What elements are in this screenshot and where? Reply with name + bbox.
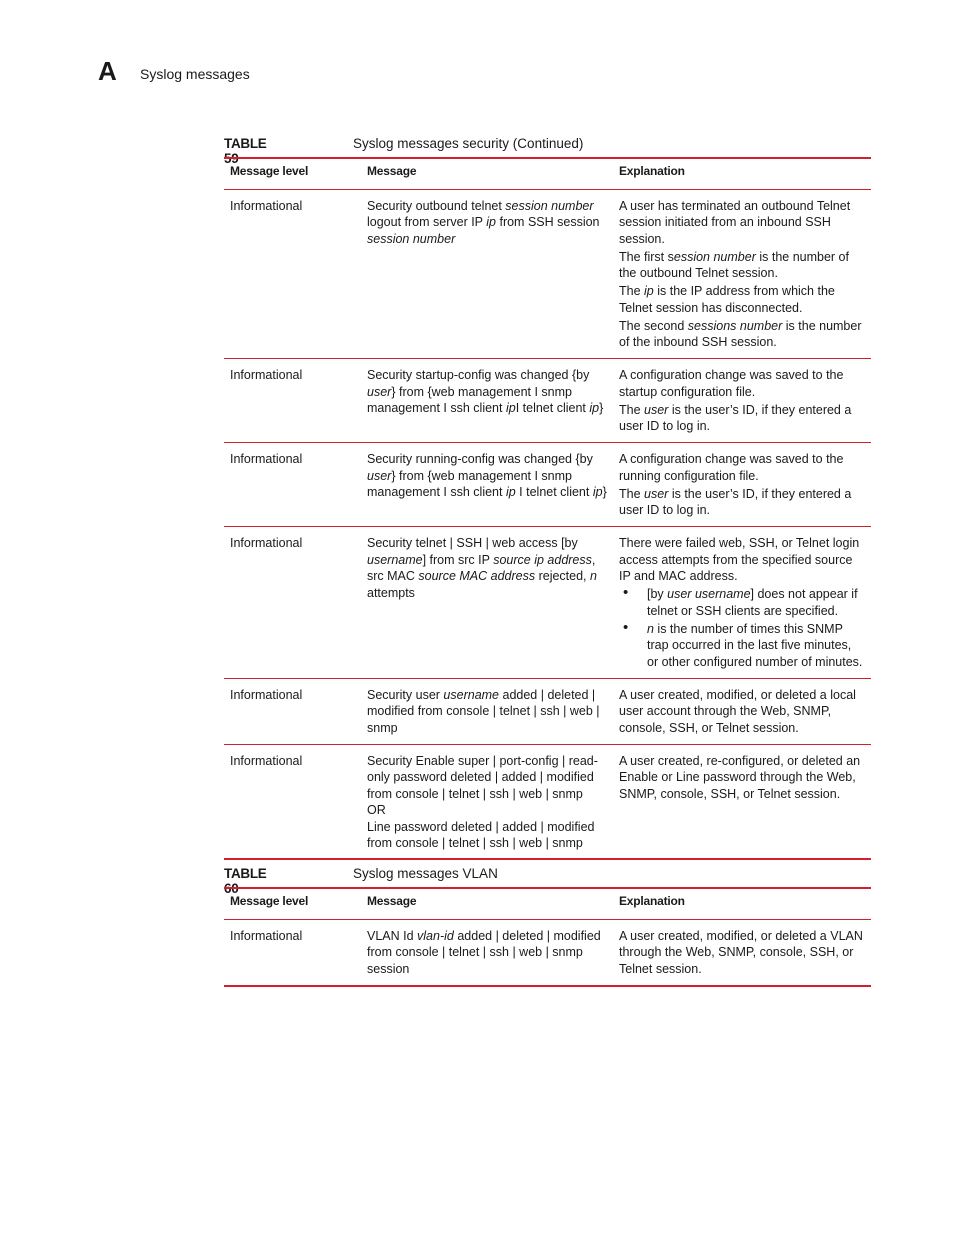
text-run: is the number of times this SNMP trap occurred in the last five minutes, or other configured number of minutes. (647, 621, 863, 669)
column-header-message: Message (367, 894, 417, 908)
table-row (224, 527, 871, 679)
explanation-paragraph (619, 687, 865, 737)
column-header-message: Message (367, 164, 417, 178)
text-run: from SSH session (496, 215, 600, 229)
italic-term: user username (667, 587, 751, 601)
italic-term: n (647, 621, 654, 636)
text-run: A user created, modified, or deleted a VLAN through the Web, SNMP, console, SSH, or Telnet session. (619, 928, 863, 976)
text-run: There were failed web, SSH, or Telnet login access attempts from the specified source IP and MAC address. (619, 536, 860, 583)
text-run: Security telnet | SSH | web access [by (367, 536, 578, 550)
explanation-paragraph (619, 367, 865, 400)
table-row (224, 189, 871, 359)
bullet-item (647, 621, 865, 671)
text-run: [by (647, 587, 668, 601)
explanation-paragraph (619, 283, 865, 316)
italic-term: username (367, 552, 423, 567)
text-run: Security startup-config was changed {by (367, 368, 590, 382)
explanation-paragraph (619, 486, 865, 519)
text-run: VLAN Id (367, 928, 418, 943)
italic-term: ip (505, 485, 516, 499)
italic-term: session number (505, 198, 594, 213)
table-title: Syslog messages VLAN (353, 866, 498, 881)
text-run: is the number of the outbound Telnet session. (619, 249, 849, 280)
text-run: is the number of the inbound SSH session. (619, 318, 862, 349)
text-run: The second (619, 318, 688, 333)
text-run: Security outbound telnet (367, 198, 506, 213)
italic-term: username (443, 687, 500, 702)
text-run: The (619, 284, 645, 298)
message-level-cell: Informational (230, 928, 303, 943)
explanation-cell (613, 527, 871, 679)
explanation-cell (613, 443, 871, 527)
message-cell (361, 527, 613, 679)
message-level-cell: Informational (230, 368, 303, 382)
explanation-paragraph (619, 535, 865, 585)
text-run: is the user’s ID, if they entered a user ID to log in. (619, 486, 852, 517)
italic-term: user (367, 468, 392, 483)
text-run: added | deleted | modified from console | telnet | ssh | web | snmp (367, 687, 600, 735)
explanation-paragraph (619, 753, 865, 803)
text-run: } (599, 401, 604, 415)
table-59 (224, 157, 871, 860)
italic-term: ip (505, 401, 516, 415)
message-cell (361, 359, 613, 443)
message-cell (361, 678, 613, 744)
text-run: The first s (619, 249, 674, 264)
italic-term: ession number (673, 249, 756, 264)
explanation-cell (613, 919, 871, 986)
text-run: is the IP address from which the Telnet session has disconnected. (619, 284, 835, 315)
table-row (224, 744, 871, 859)
explanation-paragraph (619, 198, 865, 248)
text-run: The (619, 402, 645, 417)
message-level-cell: Informational (230, 198, 303, 213)
explanation-paragraph (619, 451, 865, 484)
text-run: The (619, 486, 645, 501)
text-run: } from {web management I snmp management I ssh client (367, 468, 572, 499)
explanation-paragraph (619, 402, 865, 435)
explanation-paragraph (619, 928, 865, 978)
bullet-list (619, 586, 865, 670)
italic-term: ip (589, 401, 600, 415)
table-row (224, 678, 871, 744)
column-header-explanation: Explanation (619, 164, 685, 178)
column-header-message-level: Message level (230, 164, 309, 178)
italic-term: ip (592, 485, 603, 499)
italic-term: vlan-id (417, 928, 454, 943)
table-number: TABLE 59 (224, 136, 267, 166)
italic-term: ip (486, 215, 496, 229)
text-run: , src MAC (367, 552, 596, 583)
italic-term: sessions number (687, 318, 783, 333)
explanation-cell (613, 359, 871, 443)
text-run: A user created, modified, or deleted a local user account through the Web, SNMP, console, SSH, or Telnet session. (619, 687, 856, 735)
italic-term: ip (644, 284, 654, 298)
italic-term: source MAC address (418, 569, 536, 583)
text-run: Security running-config was changed {by (367, 452, 593, 466)
text-run: A user has terminated an outbound Telnet session initiated from an inbound SSH session. (619, 198, 851, 246)
chapter-letter: A (98, 56, 117, 86)
text-run: attempts (367, 585, 415, 600)
italic-term: user (367, 384, 392, 399)
running-header-title: Syslog messages (140, 66, 250, 82)
italic-term: user (644, 402, 669, 417)
table-60 (224, 887, 871, 987)
italic-term: session number (367, 231, 456, 246)
explanation-paragraph (619, 249, 865, 282)
message-level-cell: Informational (230, 452, 303, 466)
table-row (224, 359, 871, 443)
message-cell (361, 189, 613, 359)
text-run: rejected, (535, 569, 590, 583)
column-header-explanation: Explanation (619, 894, 685, 908)
message-paragraph: Line password deleted | added | modified from console | telnet | ssh | web | snmp (367, 819, 595, 850)
text-run: ] from src IP (422, 552, 494, 567)
italic-term: user (644, 486, 669, 501)
text-run: Security user (367, 687, 444, 702)
message-paragraph: OR (367, 803, 386, 817)
table-row (224, 443, 871, 527)
italic-term: source ip address (493, 552, 592, 567)
text-run: A configuration change was saved to the startup configuration file. (619, 368, 844, 399)
message-cell (361, 919, 613, 986)
text-run: A configuration change was saved to the running configuration file. (619, 452, 844, 483)
table-row (224, 919, 871, 986)
text-run: } (602, 485, 607, 499)
text-run: I telnet client (515, 401, 590, 415)
explanation-cell (613, 189, 871, 359)
text-run: A user created, re-configured, or deleted an Enable or Line password through the Web, SNMP, console, SSH, or Telnet session. (619, 753, 861, 801)
message-paragraph: Security Enable super | port-config | read-only password deleted | added | modified from console | telnet | ssh | web | snmp (367, 753, 598, 801)
text-run: I telnet client (515, 485, 593, 499)
explanation-cell (613, 678, 871, 744)
message-level-cell: Informational (230, 687, 303, 702)
table-number: TABLE 60 (224, 866, 267, 896)
text-run: logout from server IP (367, 215, 487, 229)
table-header-row (224, 158, 871, 189)
column-header-message-level: Message level (230, 894, 309, 908)
message-cell (361, 443, 613, 527)
table-header-row (224, 888, 871, 919)
text-run: } from {web management I snmp management I ssh client (367, 384, 572, 415)
message-cell (361, 744, 613, 859)
message-level-cell: Informational (230, 536, 303, 550)
message-level-cell: Informational (230, 753, 303, 768)
italic-term: n (590, 569, 597, 583)
bullet-item (647, 586, 865, 619)
text-run: added | deleted | modified from console | telnet | ssh | web | snmp session (367, 928, 601, 976)
table-title: Syslog messages security (Continued) (353, 136, 584, 151)
text-run: is the user’s ID, if they entered a user ID to log in. (619, 402, 852, 433)
text-run: ] does not appear if telnet or SSH clients are specified. (647, 587, 858, 618)
explanation-cell (613, 744, 871, 859)
explanation-paragraph (619, 318, 865, 351)
